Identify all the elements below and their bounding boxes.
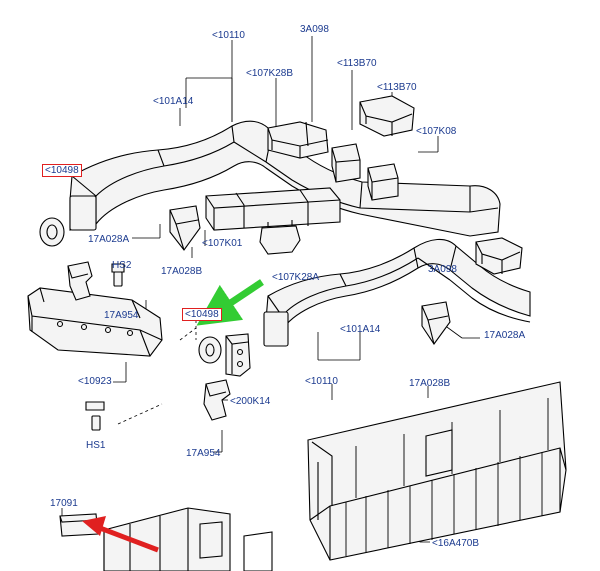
part-label-17A954-upper: 17A954 bbox=[104, 310, 139, 321]
part-label-113B70-b: <113B70 bbox=[377, 82, 417, 93]
part-label-10923: <10923 bbox=[78, 376, 112, 387]
part-label-17A954-lower: 17A954 bbox=[186, 448, 221, 459]
part-label-17091: 17091 bbox=[50, 498, 78, 509]
part-label-101A14-top: <101A14 bbox=[153, 96, 194, 107]
part-label-17A028A-right: 17A028A bbox=[484, 330, 526, 341]
part-label-10110-lower: <10110 bbox=[305, 376, 338, 387]
part-label-113B70-a: <113B70 bbox=[337, 58, 377, 69]
part-label-16A470B: <16A470B bbox=[432, 538, 479, 549]
part-label-17A028B-right: 17A028B bbox=[409, 378, 451, 389]
part-label-17A028A-left: 17A028A bbox=[88, 234, 130, 245]
part-label-10110-top: <10110 bbox=[212, 30, 245, 41]
part-label-107K01: <107K01 bbox=[202, 238, 243, 249]
part-label-3A098-top: 3A098 bbox=[300, 24, 329, 35]
part-label-10498-lower: <10498 bbox=[182, 308, 222, 321]
part-label-200K14: <200K14 bbox=[230, 396, 271, 407]
part-label-10498-top: <10498 bbox=[42, 164, 82, 177]
part-label-101A14-lower: <101A14 bbox=[340, 324, 381, 335]
part-label-17A028B-left: 17A028B bbox=[161, 266, 203, 277]
part-label-107K28A: <107K28A bbox=[272, 272, 319, 283]
part-label-107K28B: <107K28B bbox=[246, 68, 293, 79]
part-label-107K08: <107K08 bbox=[416, 126, 457, 137]
part-label-HS1: HS1 bbox=[86, 440, 106, 451]
part-label-HS2: HS2 bbox=[112, 260, 132, 271]
part-label-3A098-right: 3A098 bbox=[428, 264, 457, 275]
